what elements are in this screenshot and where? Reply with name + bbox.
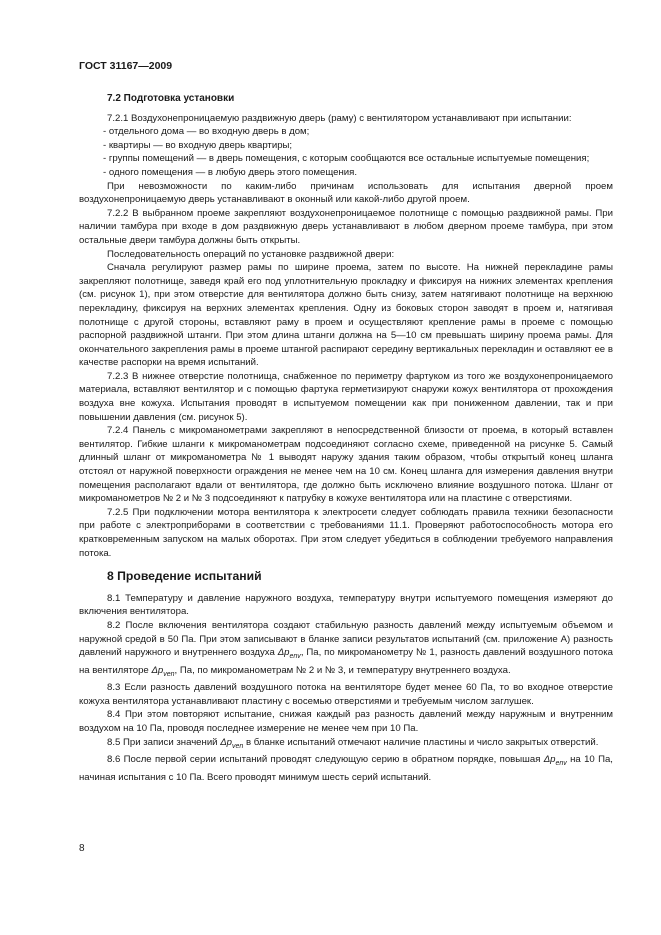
list-item: - отдельного дома — во входную дверь в дом; (103, 126, 310, 138)
section-7-2-title: 7.2 Подготовка установки (107, 93, 235, 104)
text-segment: 8.2 После включения вентилятора создают стабильную разность давлений между испытуемым объемом и наружной средой в 50 Па. При этом записывают в бланке записи результатов испытаний (см. приложение А) разность давлений наружного и внутреннего воздуха (79, 619, 613, 659)
delta-p-env-symbol: $\Delta p_{env}$ (543, 754, 567, 767)
paragraph-8-5 (79, 736, 613, 754)
paragraph-8-6 (79, 753, 613, 784)
delta-p-ven-symbol: $\Delta p_{ven}$ (151, 664, 175, 678)
paragraph-7-2-5: 7.2.5 При подключении мотора вентилятора к электросети следует соблюдать правила техники безопасности при работе с электроприборами в соответствии с требованиями 11.1. Проверяют работоспособность мотора его кратковременным запуском на малых оборотах. При этом следует убедиться в соблюдении требуемого направления потока. (79, 506, 613, 559)
text-segment: в бланке испытаний отмечают наличие пластины и число закрытых отверстий. (245, 736, 599, 748)
section-8-title: 8 Проведение испытаний (107, 569, 262, 584)
list-item: - квартиры — во входную дверь квартиры; (103, 139, 293, 151)
paragraph-7-2-4: 7.2.4 Панель с микроманометрами закрепляют в непосредственной близости от проема, в который вставлен вентилятор. Гибкие шланги к микроманометрам подсоединяют согласно схеме, приведенной на рисунке 5. Самый длинный шланг от микроманометра № 1 выводят наружу здания таким образом, чтобы открытый конец шланга отстоял от наружной поверхности ограждения не менее чем на 10 см. Конец шланга для измерения давления внутри помещения располагают вдали от вентилятора, где должно быть исключено влияние воздушного потока. Шланг от микроманометров № 2 и № 3 подсоединяют к патрубку в кожухе вентилятора или на пластине с отверстиями. (79, 425, 613, 505)
page-number: 8 (79, 843, 85, 854)
delta-p-env-symbol: $\Delta p_{env}$ (277, 647, 301, 661)
document-header: ГОСТ 31167—2009 (79, 60, 173, 72)
paragraph-8-3: 8.3 Если разность давлений воздушного потока на вентиляторе будет менее 60 Па, то во входное отверстие кожуха вентилятора устанавливают пластину с восемью отверстиями и требуемым числом заглушек. (79, 682, 613, 707)
paragraph-8-2 (79, 619, 613, 681)
paragraph-8-1: 8.1 Температуру и давление наружного воздуха, температуру внутри испытуемого помещения измеряют до включения вентилятора. (79, 592, 613, 618)
list-item: - одного помещения — в любую дверь этого помещения. (103, 166, 357, 178)
text-segment: 8.5 При записи значений (107, 736, 218, 748)
paragraph-7-2-1: 7.2.1 Воздухонепроницаемую раздвижную дверь (раму) с вентилятором устанавливают при испытании: (107, 112, 572, 124)
paragraph-7-2-2: 7.2.2 В выбранном проеме закрепляют воздухонепроницаемое полотнище с помощью раздвижной рамы. При наличии тамбура при входе в дом раздвижную дверь устанавливают в любом дверном проеме тамбура, при этом остальные двери тамбура должны быть открыты. (79, 207, 613, 246)
list-item: - группы помещений — в дверь помещения, с которым сообщаются все остальные испытуемые помещения; (103, 153, 590, 165)
text-segment: на 10 Па, начиная испытания с 10 Па. Всего проводят минимум шесть серий испытаний. (79, 754, 613, 783)
paragraph: При невозможности по каким-либо причинам использовать для испытания дверной проем воздухонепроницаемую дверь устанавливают в оконный или какой-либо другой проем. (79, 180, 613, 206)
text-segment: , Па, по микроманометрам № 2 и № 3, и температуру внутреннего воздуха. (174, 664, 511, 676)
delta-p-ven-symbol: $\Delta p_{ven}$ (220, 736, 244, 750)
paragraph-8-4: 8.4 При этом повторяют испытание, снижая каждый раз разность давлений между наружным и внутренним воздухом на 10 Па, проводя последнее измерение не менее чем при 10 Па. (79, 709, 613, 734)
text-segment: 8.6 После первой серии испытаний проводят следующую серию в обратном порядке, повышая (107, 754, 541, 766)
paragraph: Сначала регулируют размер рамы по ширине проема, затем по высоте. На нижней перекладине рамы закрепляют полотнище, заведя край его под уплотнительную прокладку и фиксируя на нижних элементах крепления (см. рисунок 1), при этом отверстие для вентилятора должно быть снизу, затем натягивают полотнище на верхнюю перекладину, фиксируя на верхних элементах крепления. Одну из боковых сторон заводят в проем и, натягивая полотнище с другой стороны, вставляют раму в проем и осуществляют крепление рамы в проеме с помощью распорной раздвижной штанги. При этом длина штанги должна на 5—10 см превышать ширину проема рамы. Для окончательного закрепления рамы в проеме штангой распирают середину вертикальных перекладин и оставляют ее в качестве распорки на время испытаний. (79, 262, 613, 369)
paragraph-7-2-3: 7.2.3 В нижнее отверстие полотнища, снабженное по периметру фартуком из того же воздухонепроницаемого материала, вставляют вентилятор и с помощью фартука герметизируют снаружи кожух вентилятора от прохождения воздуха вне кожуха. Испытания проводят в испытуемом помещении как при пониженном давлении, так и при повышении давления (см. рисунок 5). (79, 370, 613, 423)
text-segment: , Па, по микроманометру № 1, разность давлений воздушного потока на вентиляторе (79, 647, 613, 676)
paragraph: Последовательность операций по установке раздвижной двери: (107, 248, 395, 260)
document-body (79, 92, 613, 784)
